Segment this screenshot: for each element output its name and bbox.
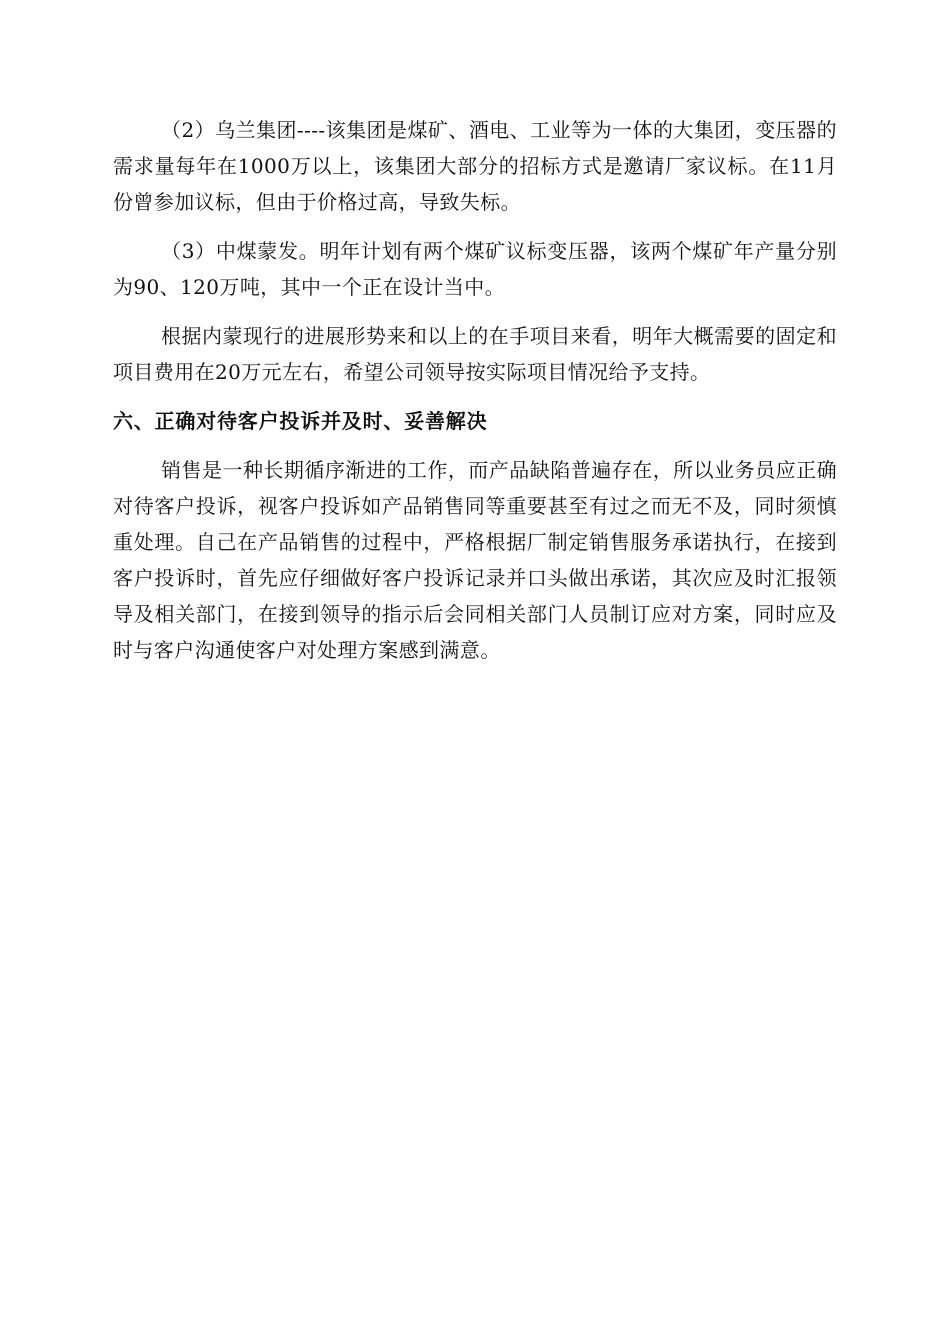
paragraph-budget-request: 根据内蒙现行的进展形势来和以上的在手项目来看，明年大概需要的固定和项目费用在20万元左右，希望公司领导按实际项目情况给予支持。 xyxy=(113,324,837,384)
paragraph-customer-complaints: 销售是一种长期循序渐进的工作，而产品缺陷普遍存在，所以业务员应正确对待客户投诉，视客户投诉如产品销售同等重要甚至有过之而无不及，同时须慎重处理。自己在产品销售的过程中，严格根据厂制定销售服务承诺执行，在接到客户投诉时，首先应仔细做好客户投诉记录并口头做出承诺，其次应及时汇报领导及相关部门，在接到领导的指示后会同相关部门人员制订应对方案，同时应及时与客户沟通使客户对处理方案感到满意。 xyxy=(113,458,837,662)
document-body xyxy=(113,112,837,668)
paragraph-wulan-group: （2）乌兰集团----该集团是煤矿、酒电、工业等为一体的大集团，变压器的需求量每年在1000万以上，该集团大部分的招标方式是邀请厂家议标。在11月份曾参加议标，但由于价格过高，导致失标。 xyxy=(113,118,837,214)
section-heading: 六、正确对待客户投诉并及时、妥善解决 xyxy=(113,409,488,433)
paragraph-zhongmei-mengfa: （3）中煤蒙发。明年计划有两个煤矿议标变压器，该两个煤矿年产量分别为90、120万吨，其中一个正在设计当中。 xyxy=(113,239,837,299)
